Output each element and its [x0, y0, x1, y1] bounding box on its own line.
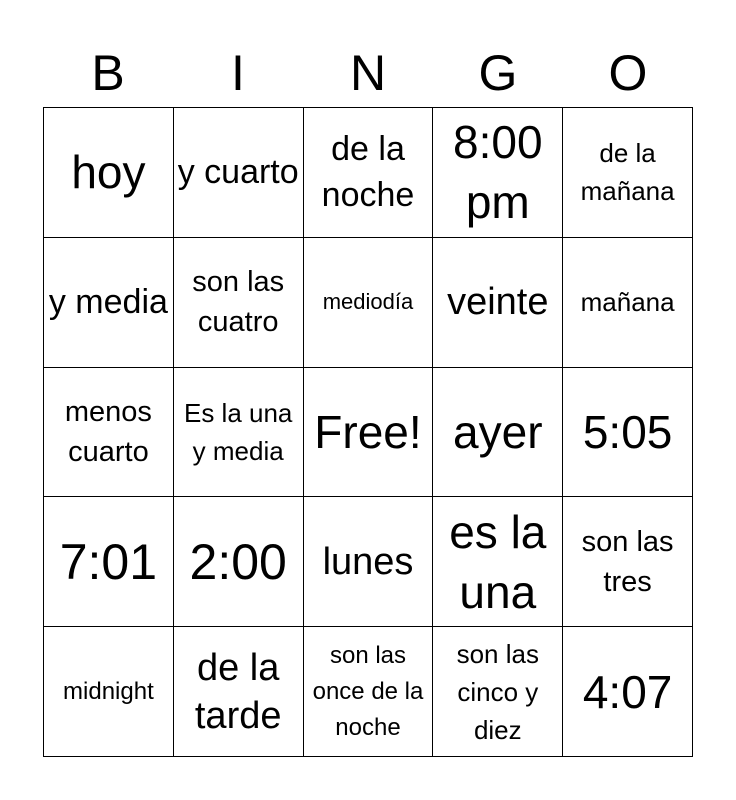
- cell-text: 2:00: [189, 533, 287, 590]
- header-letter-i: I: [231, 45, 245, 101]
- cell-text: son las cuatro: [192, 266, 285, 339]
- cell-text: y media: [48, 283, 168, 322]
- bingo-cell[interactable]: [304, 627, 434, 757]
- bingo-cell[interactable]: [44, 627, 174, 757]
- bingo-cell[interactable]: [433, 238, 563, 368]
- bingo-cell[interactable]: [44, 497, 174, 627]
- bingo-cell[interactable]: [304, 238, 434, 368]
- cell-text: midnight: [63, 677, 154, 705]
- cell-text: es la una: [449, 505, 547, 618]
- cell-text: veinte: [447, 281, 549, 324]
- cell-text: 4:07: [582, 665, 673, 718]
- bingo-cell[interactable]: [304, 497, 434, 627]
- cell-text: y cuarto: [177, 153, 299, 192]
- bingo-board: [43, 107, 693, 757]
- cell-text: de la mañana: [580, 138, 675, 207]
- bingo-cell[interactable]: [174, 108, 304, 238]
- cell-text: Es la una y media: [183, 397, 293, 466]
- cell-text: 7:01: [59, 533, 158, 590]
- cell-text: hoy: [71, 146, 146, 199]
- cell-text: lunes: [322, 540, 414, 583]
- cell-text: mañana: [580, 287, 675, 318]
- cell-text: ayer: [453, 405, 543, 458]
- bingo-cell[interactable]: [563, 238, 693, 368]
- cell-text: son las once de la noche: [312, 641, 424, 741]
- bingo-cell[interactable]: [304, 368, 434, 498]
- cell-text: 8:00 pm: [453, 116, 543, 229]
- bingo-cell[interactable]: [44, 238, 174, 368]
- bingo-cell[interactable]: [563, 368, 693, 498]
- header-letter-n: N: [349, 45, 387, 101]
- cell-text: de la noche: [321, 130, 415, 215]
- bingo-cell[interactable]: [433, 108, 563, 238]
- bingo-cell[interactable]: [44, 108, 174, 238]
- bingo-cell[interactable]: [433, 497, 563, 627]
- header-letter-b: B: [91, 45, 125, 101]
- bingo-cell[interactable]: [174, 627, 304, 757]
- cell-text: Free!: [314, 405, 422, 458]
- cell-text: son las cinco y diez: [456, 638, 539, 745]
- cell-text: son las tres: [581, 525, 674, 598]
- cell-text: 5:05: [582, 405, 673, 458]
- bingo-header: [43, 38, 693, 108]
- header-letter-o: O: [608, 45, 648, 101]
- bingo-cell[interactable]: [563, 497, 693, 627]
- cell-text: mediodía: [322, 289, 414, 315]
- cell-text: menos cuarto: [64, 395, 152, 468]
- bingo-cell[interactable]: [563, 627, 693, 757]
- bingo-cell[interactable]: [174, 238, 304, 368]
- bingo-cell[interactable]: [174, 497, 304, 627]
- bingo-cell[interactable]: [304, 108, 434, 238]
- bingo-cell[interactable]: [44, 368, 174, 498]
- cell-text: de la tarde: [194, 646, 282, 737]
- bingo-cell[interactable]: [563, 108, 693, 238]
- header-letter-g: G: [478, 45, 518, 101]
- bingo-cell[interactable]: [433, 368, 563, 498]
- bingo-cell[interactable]: [174, 368, 304, 498]
- bingo-cell[interactable]: [433, 627, 563, 757]
